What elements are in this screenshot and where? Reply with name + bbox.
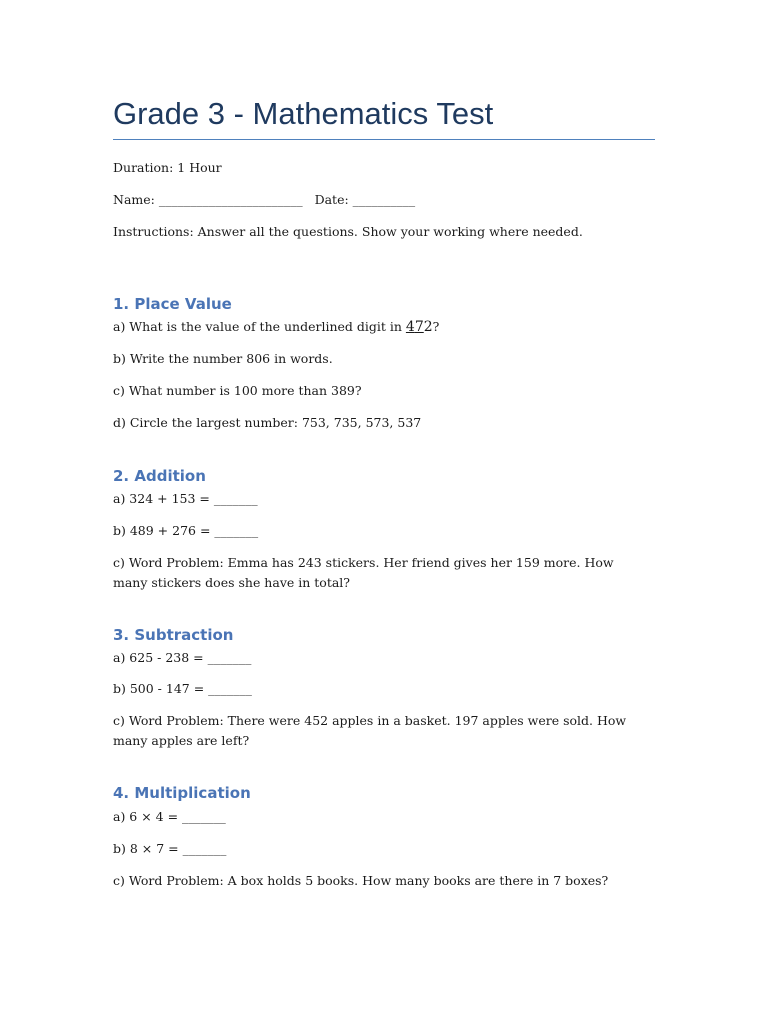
question-3c: c) Word Problem: There were 452 apples in a basket. 197 apples were sold. How many apples are left?	[113, 713, 627, 748]
question-4b: b) 8 × 7 = _______	[113, 841, 227, 856]
question-3a: a) 625 - 238 = _______	[113, 650, 252, 665]
question-3b: b) 500 - 147 = _______	[113, 681, 252, 696]
page-title: Grade 3 - Mathematics Test	[113, 96, 494, 131]
digit-ones: 2	[423, 319, 433, 335]
section-heading-place-value: 1. Place Value	[113, 295, 232, 313]
question-2c: c) Word Problem: Emma has 243 stickers. Her friend gives her 159 more. How many stickers does she have in total?	[113, 555, 614, 590]
instructions-text: Instructions: Answer all the questions. Show your working where needed.	[113, 224, 583, 239]
question-1a	[113, 317, 439, 337]
question-1c: c) What number is 100 more than 389?	[113, 383, 362, 398]
question-1d: d) Circle the largest number: 753, 735, 573, 537	[113, 415, 422, 430]
name-date-line	[113, 190, 415, 210]
date-field: Date: __________	[314, 192, 416, 207]
question-2b: b) 489 + 276 = _______	[113, 523, 259, 538]
name-field: Name: _______________________	[113, 192, 303, 207]
question-4c: c) Word Problem: A box holds 5 books. How many books are there in 7 boxes?	[113, 873, 609, 888]
question-mark: ?	[432, 319, 440, 334]
title-underline	[113, 139, 655, 140]
underlined-digit: 4	[405, 319, 415, 335]
question-1b: b) Write the number 806 in words.	[113, 351, 333, 366]
section-heading-multiplication: 4. Multiplication	[113, 784, 251, 802]
duration-text: Duration: 1 Hour	[113, 160, 222, 175]
number-472	[406, 319, 433, 335]
question-4a: a) 6 × 4 = _______	[113, 809, 226, 824]
question-1a-text: a) What is the value of the underlined digit in	[113, 319, 406, 334]
section-heading-addition: 2. Addition	[113, 467, 206, 485]
digit-tens: 7	[414, 319, 424, 335]
section-heading-subtraction: 3. Subtraction	[113, 626, 234, 644]
question-2a: a) 324 + 153 = _______	[113, 491, 258, 506]
